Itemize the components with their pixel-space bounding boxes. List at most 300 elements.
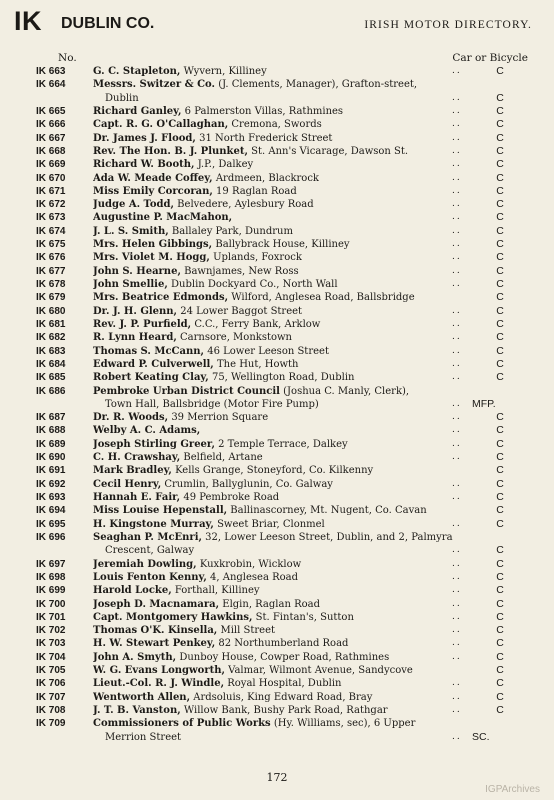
registration-entry bbox=[0, 624, 554, 637]
registration-entry bbox=[0, 278, 554, 291]
vehicle-type: C bbox=[496, 664, 504, 677]
leader-dots: .. bbox=[452, 318, 462, 329]
archive-watermark: IGPArchives bbox=[485, 784, 540, 795]
county-heading: DUBLIN CO. bbox=[61, 15, 155, 32]
owner-name: Edward P. Culverwell, bbox=[93, 358, 214, 370]
registration-number: IK 702 bbox=[36, 625, 66, 637]
leader-dots: .. bbox=[452, 518, 462, 529]
vehicle-type: MFP. bbox=[472, 397, 496, 410]
owner-address: Dublin Dockyard Co., North Wall bbox=[171, 279, 338, 290]
owner-details bbox=[93, 611, 473, 624]
leader-dots: .. bbox=[452, 252, 462, 263]
owner-address: (J. Clements, Manager), Grafton-street, bbox=[218, 79, 418, 91]
owner-details bbox=[93, 451, 473, 464]
registration-number: IK 686 bbox=[36, 385, 66, 397]
leader-dots: .. bbox=[452, 358, 462, 369]
owner-name: Capt. R. G. O'Callaghan, bbox=[93, 119, 229, 131]
vehicle-type: C bbox=[496, 624, 504, 637]
owner-name: Lieut.-Col. R. J. Windle, bbox=[93, 678, 225, 690]
owner-details bbox=[93, 118, 473, 131]
registration-number: IK 666 bbox=[36, 119, 66, 131]
owner-name: G. C. Stapleton, bbox=[93, 66, 181, 77]
leader-dots: .. bbox=[452, 438, 462, 449]
owner-address: 4, Anglesea Road bbox=[210, 571, 299, 583]
owner-details bbox=[93, 291, 473, 304]
page-header bbox=[14, 6, 532, 36]
vehicle-type: C bbox=[496, 570, 504, 583]
owner-name: Jeremiah Dowling, bbox=[93, 558, 197, 570]
registration-entry bbox=[0, 651, 554, 664]
owner-address: J.P., Dalkey bbox=[197, 159, 254, 171]
leader-dots: .. bbox=[452, 185, 462, 196]
owner-address: 49 Pembroke Road bbox=[183, 492, 280, 503]
owner-address: Bawnjames, New Ross bbox=[184, 265, 299, 277]
owner-address: Ardsoluis, King Edward Road, Bray bbox=[193, 691, 373, 703]
owner-address: 31 North Frederick Street bbox=[199, 132, 333, 144]
owner-name: Welby A. C. Adams, bbox=[93, 425, 201, 437]
owner-address: Willow Bank, Bushy Park Road, Rathgar bbox=[183, 705, 388, 716]
owner-details bbox=[93, 424, 473, 437]
vehicle-type: C bbox=[496, 331, 504, 344]
vehicle-type: C bbox=[496, 557, 504, 570]
registration-number: IK 704 bbox=[36, 651, 66, 663]
owner-address: Elgin, Raglan Road bbox=[222, 598, 320, 610]
registration-entry bbox=[0, 558, 554, 571]
vehicle-type: C bbox=[496, 291, 504, 304]
registration-entry bbox=[0, 358, 554, 371]
registration-number: IK 690 bbox=[36, 452, 66, 464]
owner-details bbox=[93, 598, 473, 611]
registration-entry bbox=[0, 198, 554, 211]
registration-number: IK 667 bbox=[36, 132, 66, 144]
entry-continuation-line bbox=[0, 731, 554, 744]
owner-name: J. L. S. Smith, bbox=[93, 225, 169, 237]
owner-name: Joseph Stirling Greer, bbox=[93, 438, 215, 450]
leader-dots: .. bbox=[452, 425, 462, 436]
owner-address: Ardmeen, Blackrock bbox=[215, 172, 319, 184]
owner-details bbox=[93, 65, 473, 78]
owner-address: Dublin bbox=[105, 92, 139, 104]
vehicle-type: C bbox=[496, 357, 504, 370]
registration-number: IK 709 bbox=[36, 718, 66, 730]
owner-address: Ballybrack House, Killiney bbox=[215, 239, 350, 251]
owner-name: Dr. J. H. Glenn, bbox=[93, 305, 178, 317]
owner-address: Royal Hospital, Dublin bbox=[227, 678, 342, 690]
owner-name: Seaghan P. McEnri, bbox=[93, 531, 202, 543]
registration-entry bbox=[0, 305, 554, 318]
owner-details bbox=[93, 225, 473, 238]
vehicle-type: C bbox=[496, 584, 504, 597]
registration-entry bbox=[0, 251, 554, 264]
owner-details bbox=[93, 438, 473, 451]
owner-details bbox=[93, 185, 473, 198]
owner-name: John S. Hearne, bbox=[93, 265, 181, 277]
registration-number: IK 701 bbox=[36, 611, 66, 623]
page-number: 172 bbox=[266, 771, 288, 784]
owner-name: Joseph D. Macnamara, bbox=[93, 598, 220, 610]
registration-entry bbox=[0, 371, 554, 384]
vehicle-type: C bbox=[496, 158, 504, 171]
vehicle-type: C bbox=[496, 411, 504, 424]
leader-dots: .. bbox=[452, 145, 462, 156]
owner-details bbox=[93, 664, 473, 677]
registration-entry bbox=[0, 691, 554, 704]
registration-number: IK 703 bbox=[36, 638, 66, 650]
owner-details bbox=[93, 371, 473, 384]
owner-address: 46 Lower Leeson Street bbox=[207, 345, 329, 357]
owner-details bbox=[93, 464, 473, 477]
owner-name: Augustine P. MacMahon, bbox=[93, 212, 233, 224]
leader-dots: .. bbox=[452, 571, 462, 582]
leader-dots: .. bbox=[452, 345, 462, 356]
registration-entry bbox=[0, 385, 554, 398]
vehicle-type: C bbox=[496, 264, 504, 277]
owner-name: H. Kingstone Murray, bbox=[93, 518, 214, 530]
owner-name: Capt. Montgomery Hawkins, bbox=[93, 611, 253, 623]
owner-address: Mill Street bbox=[220, 625, 276, 637]
owner-address: Crumlin, Ballyglunin, Co. Galway bbox=[164, 478, 333, 490]
owner-address: 2 Temple Terrace, Dalkey bbox=[218, 438, 348, 450]
owner-details bbox=[93, 518, 473, 531]
registration-number: IK 708 bbox=[36, 705, 66, 716]
owner-details bbox=[93, 265, 473, 278]
owner-address: (Joshua C. Manly, Clerk), bbox=[283, 385, 410, 397]
vehicle-type: C bbox=[496, 597, 504, 610]
vehicle-type: C bbox=[496, 65, 504, 77]
owner-address: 39 Merrion Square bbox=[171, 412, 269, 424]
owner-name: Mrs. Helen Gibbings, bbox=[93, 239, 213, 251]
vehicle-type: C bbox=[496, 211, 504, 224]
vehicle-type: C bbox=[496, 104, 504, 117]
owner-details bbox=[93, 478, 473, 491]
owner-details bbox=[93, 717, 473, 730]
registration-entry bbox=[0, 611, 554, 624]
owner-details bbox=[93, 251, 473, 264]
registration-entry bbox=[0, 318, 554, 331]
leader-dots: .. bbox=[452, 279, 462, 289]
leader-dots: .. bbox=[452, 332, 462, 343]
owner-name: Ada W. Meade Coffey, bbox=[93, 172, 213, 184]
leader-dots: .. bbox=[452, 372, 462, 383]
owner-name: Rev. J. P. Purfield, bbox=[93, 318, 192, 330]
leader-dots: .. bbox=[452, 452, 462, 463]
owner-details bbox=[93, 358, 473, 371]
registration-number: IK 677 bbox=[36, 265, 66, 277]
owner-address: 24 Lower Baggot Street bbox=[180, 305, 303, 317]
owner-details bbox=[93, 677, 473, 690]
vehicle-type: C bbox=[496, 184, 504, 197]
vehicle-type: C bbox=[496, 278, 504, 290]
leader-dots: .. bbox=[452, 199, 462, 210]
owner-details bbox=[93, 331, 473, 344]
registration-entry bbox=[0, 158, 554, 171]
owner-details bbox=[93, 305, 473, 318]
registration-number: IK 700 bbox=[36, 598, 66, 610]
owner-address: 6 Palmerston Villas, Rathmines bbox=[184, 105, 344, 117]
owner-address: 19 Raglan Road bbox=[216, 185, 297, 197]
owner-details bbox=[93, 491, 473, 504]
registration-number: IK 697 bbox=[36, 558, 66, 570]
registration-entry bbox=[0, 637, 554, 650]
leader-dots: .. bbox=[452, 598, 462, 609]
owner-address: Crescent, Galway bbox=[105, 545, 195, 557]
registration-entry bbox=[0, 677, 554, 690]
registration-entry bbox=[0, 225, 554, 238]
registration-entry bbox=[0, 291, 554, 304]
registration-entry bbox=[0, 438, 554, 451]
owner-details bbox=[93, 385, 473, 398]
leader-dots: .. bbox=[452, 678, 462, 689]
owner-name: Mrs. Violet M. Hogg, bbox=[93, 252, 210, 264]
owner-details bbox=[105, 731, 485, 744]
registration-list bbox=[0, 65, 554, 744]
registration-number: IK 672 bbox=[36, 199, 66, 211]
registration-entry bbox=[0, 118, 554, 131]
owner-address: 32, Lower Leeson Street, Dublin, and 2, Palmyra bbox=[205, 531, 453, 543]
vehicle-type: C bbox=[496, 238, 504, 251]
owner-details bbox=[105, 92, 485, 105]
vehicle-type: C bbox=[496, 690, 504, 703]
registration-number: IK 693 bbox=[36, 492, 66, 503]
owner-name: Dr. James J. Flood, bbox=[93, 132, 196, 144]
leader-dots: .. bbox=[452, 731, 462, 742]
vehicle-type: C bbox=[496, 637, 504, 650]
owner-address: Forthall, Killiney bbox=[174, 585, 260, 597]
owner-address: Belvedere, Aylesbury Road bbox=[177, 199, 314, 211]
owner-address: Ballinascorney, Mt. Nugent, Co. Cavan bbox=[230, 505, 427, 517]
registration-entry bbox=[0, 464, 554, 477]
registration-number: IK 707 bbox=[36, 691, 66, 703]
registration-number: IK 670 bbox=[36, 172, 66, 184]
leader-dots: .. bbox=[452, 558, 462, 569]
leader-dots: .. bbox=[452, 66, 462, 76]
registration-number: IK 675 bbox=[36, 239, 66, 251]
registration-number: IK 698 bbox=[36, 571, 66, 583]
owner-address: Uplands, Foxrock bbox=[213, 252, 302, 264]
vehicle-type: C bbox=[496, 610, 504, 623]
owner-name: W. G. Evans Longworth, bbox=[93, 665, 225, 677]
owner-name: Miss Louise Hepenstall, bbox=[93, 505, 228, 517]
leader-dots: .. bbox=[452, 225, 462, 236]
owner-details bbox=[93, 132, 473, 145]
leader-dots: .. bbox=[452, 305, 462, 316]
leader-dots: .. bbox=[452, 412, 462, 423]
vehicle-type: C bbox=[496, 131, 504, 144]
owner-name: John A. Smyth, bbox=[93, 651, 177, 663]
owner-name: Louis Fenton Kenny, bbox=[93, 571, 207, 583]
owner-address: 82 Northumberland Road bbox=[218, 638, 349, 650]
registration-number: IK 674 bbox=[36, 225, 66, 237]
vehicle-type: C bbox=[496, 544, 504, 557]
registration-number: IK 692 bbox=[36, 478, 66, 490]
owner-address: Wyvern, Killiney bbox=[183, 66, 267, 77]
owner-address: Carnsore, Monkstown bbox=[180, 332, 292, 344]
owner-name: Commissioners of Public Works bbox=[93, 718, 271, 730]
owner-name: Mark Bradley, bbox=[93, 465, 172, 477]
registration-number: IK 679 bbox=[36, 292, 66, 304]
registration-entry bbox=[0, 145, 554, 158]
owner-details bbox=[93, 211, 473, 224]
registration-number: IK 664 bbox=[36, 79, 66, 91]
owner-name: Cecil Henry, bbox=[93, 478, 162, 490]
vehicle-type: C bbox=[496, 171, 504, 184]
entry-continuation-line bbox=[0, 398, 554, 411]
registration-entry bbox=[0, 345, 554, 358]
registration-entry bbox=[0, 172, 554, 185]
vehicle-type: C bbox=[496, 677, 504, 690]
registration-entry bbox=[0, 211, 554, 224]
vehicle-type: SC. bbox=[472, 730, 490, 743]
owner-name: R. Lynn Heard, bbox=[93, 332, 177, 344]
owner-address: Wilford, Anglesea Road, Ballsbridge bbox=[231, 292, 415, 304]
registration-entry bbox=[0, 717, 554, 730]
owner-details bbox=[93, 158, 473, 171]
registration-entry bbox=[0, 664, 554, 677]
leader-dots: .. bbox=[452, 478, 462, 489]
registration-entry bbox=[0, 478, 554, 491]
vehicle-type: C bbox=[496, 517, 504, 530]
owner-name: Judge A. Todd, bbox=[93, 199, 174, 211]
vehicle-type: C bbox=[496, 251, 504, 264]
owner-address: St. Fintan's, Sutton bbox=[255, 611, 354, 623]
registration-number: IK 695 bbox=[36, 518, 66, 530]
owner-details bbox=[93, 571, 473, 584]
owner-address: Ballaley Park, Dundrum bbox=[171, 225, 293, 237]
leader-dots: .. bbox=[452, 545, 462, 556]
vehicle-type: C bbox=[496, 424, 504, 437]
owner-details bbox=[93, 691, 473, 704]
owner-address: 75, Wellington Road, Dublin bbox=[211, 372, 355, 384]
number-column-header: No. bbox=[58, 52, 77, 64]
vehicle-type: C bbox=[496, 317, 504, 330]
leader-dots: .. bbox=[452, 172, 462, 183]
owner-name: H. W. Stewart Penkey, bbox=[93, 638, 216, 650]
vehicle-type: C bbox=[496, 118, 504, 131]
vehicle-type: C bbox=[496, 477, 504, 490]
registration-number: IK 688 bbox=[36, 425, 66, 437]
leader-dots: .. bbox=[452, 705, 462, 715]
owner-name: Miss Emily Corcoran, bbox=[93, 185, 213, 197]
registration-number: IK 706 bbox=[36, 678, 66, 690]
leader-dots: .. bbox=[452, 651, 462, 662]
owner-details bbox=[93, 411, 473, 424]
entry-continuation-line bbox=[0, 92, 554, 105]
registration-entry bbox=[0, 331, 554, 344]
owner-name: Thomas S. McCann, bbox=[93, 345, 205, 357]
owner-details bbox=[93, 105, 473, 118]
registration-entry bbox=[0, 584, 554, 597]
leader-dots: .. bbox=[452, 611, 462, 622]
registration-number: IK 685 bbox=[36, 372, 66, 384]
registration-entry bbox=[0, 105, 554, 118]
owner-address: Sweet Briar, Clonmel bbox=[217, 518, 325, 530]
registration-entry bbox=[0, 518, 554, 531]
registration-entry bbox=[0, 65, 554, 78]
registration-number: IK 687 bbox=[36, 412, 66, 424]
leader-dots: .. bbox=[452, 105, 462, 116]
owner-address: Valmar, Wilmont Avenue, Sandycove bbox=[228, 665, 413, 677]
registration-series: IK bbox=[14, 6, 42, 36]
owner-name: Wentworth Allen, bbox=[93, 691, 191, 703]
owner-name: Pembroke Urban District Council bbox=[93, 385, 280, 397]
owner-address: Kuxkrobin, Wicklow bbox=[199, 558, 302, 570]
registration-number: IK 683 bbox=[36, 345, 66, 357]
owner-address: C.C., Ferry Bank, Arklow bbox=[194, 318, 321, 330]
owner-details bbox=[105, 544, 485, 557]
owner-name: Thomas O'K. Kinsella, bbox=[93, 625, 218, 637]
registration-entry bbox=[0, 504, 554, 517]
owner-name: Dr. R. Woods, bbox=[93, 412, 169, 424]
registration-number: IK 694 bbox=[36, 505, 66, 517]
owner-name: Richard Ganley, bbox=[93, 105, 182, 117]
owner-details bbox=[93, 345, 473, 358]
owner-details bbox=[93, 504, 473, 517]
registration-number: IK 680 bbox=[36, 305, 66, 317]
registration-number: IK 682 bbox=[36, 332, 66, 344]
owner-details bbox=[93, 318, 473, 331]
leader-dots: .. bbox=[452, 691, 462, 702]
vehicle-type: C bbox=[496, 344, 504, 357]
leader-dots: .. bbox=[452, 265, 462, 276]
vehicle-type: C bbox=[496, 504, 504, 517]
owner-address: The Hut, Howth bbox=[216, 358, 299, 370]
registration-entry bbox=[0, 424, 554, 437]
leader-dots: .. bbox=[452, 625, 462, 636]
registration-number: IK 705 bbox=[36, 665, 66, 677]
vehicle-type: C bbox=[496, 224, 504, 237]
registration-entry bbox=[0, 185, 554, 198]
registration-entry bbox=[0, 265, 554, 278]
vehicle-type: C bbox=[496, 650, 504, 663]
leader-dots: .. bbox=[452, 398, 462, 409]
registration-number: IK 665 bbox=[36, 105, 66, 117]
vehicle-type: C bbox=[496, 144, 504, 157]
vehicle-type: C bbox=[496, 91, 504, 104]
registration-entry bbox=[0, 598, 554, 611]
owner-details bbox=[93, 651, 473, 664]
owner-address: Merrion Street bbox=[105, 731, 182, 743]
owner-name: C. H. Crawshay, bbox=[93, 452, 181, 464]
registration-number: IK 681 bbox=[36, 318, 66, 330]
registration-number: IK 673 bbox=[36, 212, 66, 224]
registration-number: IK 668 bbox=[36, 145, 66, 157]
owner-details bbox=[93, 584, 473, 597]
owner-address: Town Hall, Ballsbridge (Motor Fire Pump) bbox=[105, 398, 319, 410]
owner-details bbox=[93, 558, 473, 571]
leader-dots: .. bbox=[452, 492, 462, 502]
owner-address: Belfield, Artane bbox=[183, 452, 263, 464]
entry-continuation-line bbox=[0, 544, 554, 557]
leader-dots: .. bbox=[452, 132, 462, 143]
registration-number: IK 691 bbox=[36, 465, 66, 477]
owner-name: Robert Keating Clay, bbox=[93, 372, 209, 384]
owner-details bbox=[93, 624, 473, 637]
owner-address: (Hy. Williams, sec), 6 Upper bbox=[273, 718, 416, 730]
registration-number: IK 676 bbox=[36, 252, 66, 264]
registration-entry bbox=[0, 571, 554, 584]
type-column-header: Car or Bicycle bbox=[452, 52, 528, 64]
owner-address: Dunboy House, Cowper Road, Rathmines bbox=[179, 651, 390, 663]
registration-entry bbox=[0, 531, 554, 544]
leader-dots: .. bbox=[452, 585, 462, 596]
vehicle-type: C bbox=[496, 198, 504, 211]
registration-number: IK 671 bbox=[36, 185, 66, 197]
vehicle-type: C bbox=[496, 464, 504, 477]
leader-dots: .. bbox=[452, 119, 462, 130]
leader-dots: .. bbox=[452, 212, 462, 223]
owner-details bbox=[93, 637, 473, 650]
registration-entry bbox=[0, 411, 554, 424]
